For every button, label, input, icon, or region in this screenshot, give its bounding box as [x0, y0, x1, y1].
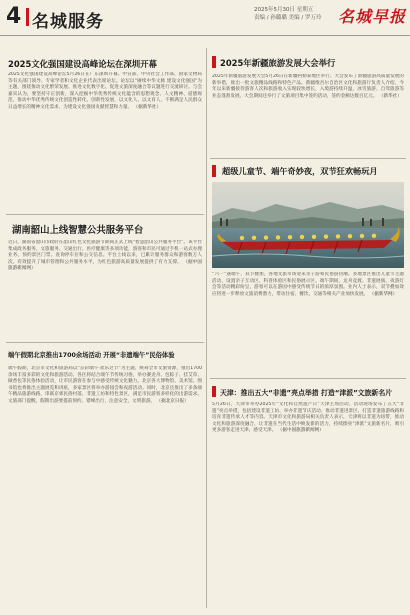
story3-body: [8, 240, 202, 338]
divider-4: [210, 378, 406, 379]
divider-3: [210, 158, 406, 159]
story6-accent-bar: [212, 386, 216, 397]
story2-credit: （新华社）: [378, 93, 402, 99]
date-line-editors: 责编 / 孙璐璐 美编 / 罗万玲: [254, 15, 322, 21]
story5-credit: （据新华网）: [369, 291, 398, 297]
page-number-divider: [26, 8, 29, 26]
story3-credit: （据中国旅游新闻网）: [8, 259, 202, 272]
column-divider: [206, 48, 207, 608]
date-line-date: 2025年5月30日 星期五: [254, 7, 314, 13]
dragon-boat-illustration: [212, 182, 404, 268]
story4-body-text: 端午假期，北京市文化和旅游局以“京彩端午·欢乐过节”为主题，统筹全市文旅资源，推出1700余场丰富多彩的文化和旅游活动。各区将结合端午节传统习俗，举办赛龙舟、包粽子、挂艾草、做香包等民俗体验活动，让市民游客在参与中感受传统文化魅力。北京各大博物馆、美术馆、图书馆也将推出主题展览和讲座，多家景区将举办游园会和夜游活动。同时，北京还推出了多条端午精品旅游线路，串联京郊民俗村落、非遗工坊和特色景区，满足市民游客多样化的出游需求。文旅部门提醒，假期出游要提前预约、错峰出行，注意安全，文明旅游。: [8, 366, 202, 404]
story3-headline: 湖南韶山上线智慧公共服务平台: [12, 225, 144, 236]
story2-headline: 2025年新疆旅游发展大会举行: [220, 58, 336, 68]
story1-credit: （据新华社）: [133, 104, 162, 110]
story6-headline: 天津：推出五大“非遗”亮点举措 打造“津派”文旅新名片: [220, 389, 393, 397]
date-line: [254, 6, 321, 22]
story1-headline: 2025文化强国建设高峰论坛在深圳开幕: [8, 59, 157, 69]
divider-1: [6, 214, 204, 215]
page-number: 4: [6, 4, 22, 29]
story1-body-text: 2025文化强国建设高峰论坛5月26日在广东深圳开幕。中宣部、中央社会工作部、国家文物局等有关部门领导、专家学者和文化企业代表出席论坛。论坛以“赓续中华文脉 建设文化强国”为主题，围绕推动文化繁荣发展、推进文化数字化、促进文旅深度融合等议题进行交流研讨。与会嘉宾认为，要坚持守正创新，深入挖掘中华优秀传统文化蕴含的思想观念、人文精神、道德规范，推动中华优秀传统文化创造性转化、创新性发展，以文化人、以文育人，不断满足人民群众日益增长的精神文化需求，为建设文化强国贡献智慧和力量。: [8, 72, 202, 110]
story2-accent-bar: [212, 56, 216, 68]
story4-body: [8, 366, 202, 606]
story4-credit: （据北京日报）: [156, 398, 189, 404]
story2-body-text: 2025年新疆旅游发展大会5月26日在新疆阿勒泰地区举行。大会发布了新疆旅游高质量发展的新举措，推出一批文旅精品线路和特色产品。新疆维吾尔自治区文化和旅游厅负责人介绍，今年以来新疆接待游客人次和旅游收入实现较快增长，入境游持续升温，冰雪旅游、自驾旅游等业态蓬勃发展。大会期间还举行了文旅项目集中签约活动，签约金额达数百亿元。: [212, 74, 404, 99]
dragon-boat-photo: [212, 182, 404, 268]
story6-body-text: 5月26日，天津市举办2025年“文化和自然遗产日”天津主场活动。活动现场发布了五大“非遗”亮点举措，包括建设非遗工坊、举办非遗节庆活动、推动非遗进景区、打造非遗旅游线路和培育非遗传承人才等内容。天津市文化和旅游局相关负责人表示，天津将以非遗为纽带，推动文化和旅游深度融合，让非遗在当代生活中焕发新的活力，持续擦亮“津派”文旅新名片，吸引更多游客走进天津、感受天津。: [212, 402, 404, 434]
newspaper-logo: 名城早报: [338, 7, 407, 26]
masthead: [0, 0, 410, 36]
story6-body: [212, 402, 404, 606]
story5-headline: 超级儿童节、端午奇妙夜，双节狂欢畅玩月: [222, 166, 378, 176]
story1-body: [8, 72, 202, 208]
story5-body: [212, 272, 404, 374]
story2-body: [212, 74, 404, 154]
section-title: 名城服务: [32, 12, 104, 32]
story6-credit: （据中国旅游新闻网）: [277, 428, 324, 434]
story3-body-text: 近日，湖南省韶山市政府在韶山红色文化旅游节期间正式上线“智慧韶山公共服务平台”。该平台集成政务服务、文旅服务、交通出行、医疗健康等多项功能，游客和市民可通过手机一站式办理业务、预约景区门票、查询停车位和公交信息。平台上线以来，已累计服务群众和游客数万人次，有效提升了城市管理和公共服务水平，为红色旅游高质量发展提供了有力支撑。: [8, 240, 202, 265]
divider-2: [6, 342, 204, 343]
story4-headline: 端午假期北京推出1700余场活动 开展“非遗端午”民俗体验: [8, 352, 175, 359]
story5-body-text: “六一”遇端午，双节叠加，各地文旅市场迎来亲子游和民俗游热潮。多地景区推出儿童节主题活动，设置亲子互动区、科普体验区和民俗展示区。端午期间，龙舟竞渡、非遗展演、夜游灯会等活动精彩纷呈，游客可以在游园中感受传统节日的浓厚氛围。业内人士表示，双节叠加效应将进一步释放文旅消费潜力，带动住宿、餐饮、交通等相关产业加快发展。: [212, 272, 404, 297]
story5-accent-bar: [212, 165, 216, 177]
